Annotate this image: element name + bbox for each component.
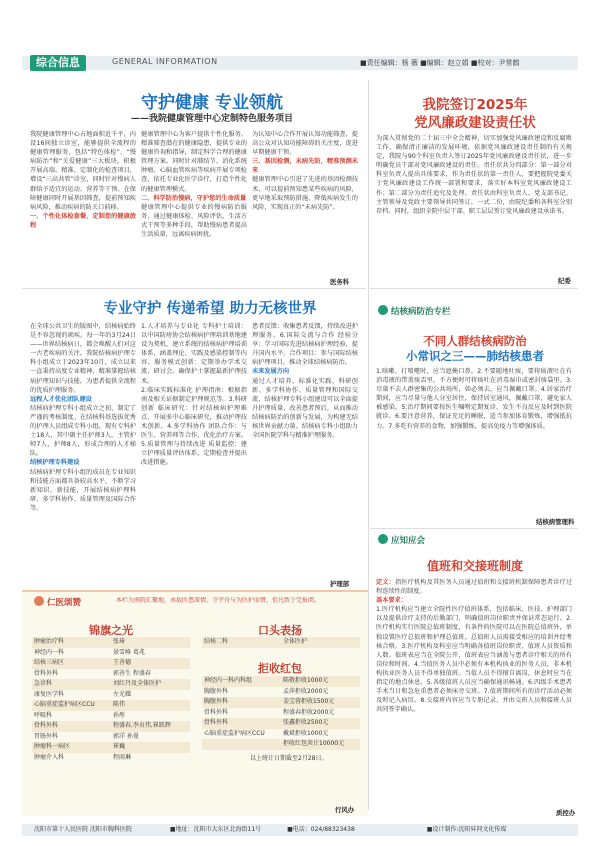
page-footer (22, 824, 578, 836)
praise-cell: 结核二科 (204, 638, 229, 645)
banners-cell: 刘红丹及全体医护 (113, 680, 162, 687)
banners-cell: 孙彤 (113, 711, 126, 719)
thanks-tag (30, 596, 85, 610)
envelopes-cell: 胸腹外科 (204, 687, 229, 695)
article5-author: 质控办 (556, 809, 576, 817)
envelopes-cell: 姜宝蓉拒收1500元 (283, 698, 335, 705)
column-divider (368, 80, 369, 810)
table-row (32, 637, 190, 648)
banners-cell: 程雨琳 (113, 753, 132, 761)
article1-col2-text: 健康管理中心为客户提供个性化服务。精准筛查潜在的健康隐患，提供专业的健康咨询和指导，制定科学合理的健康管理方案。同时针对肺结节、消化系统肿瘤、心脑血管疾病等疾病开展专项检查，依托专业化医学诊疗，打造个性化的健康管理模式。 (141, 131, 247, 193)
article1-col3-text: 为认知中心合作开展认知功能筛查，提高公众对认知功能障碍的关注度，促进早期健康干预。 (252, 131, 358, 157)
banners-cell: 肿瘤治疗科 (34, 638, 65, 645)
article2-col2-text: 1.人才培养与专业化 专科护士培训：以中国防痨协会结核病护理培训基地建设为契机，建立系统的结核病护理培训体系，涵盖理论、实践及感染控制等内容。服务模式创新：定期举办学术交流、研讨会。确保护士掌握最新护理技术。 (141, 323, 247, 385)
article1-col2 (141, 130, 247, 280)
praise-table (202, 637, 360, 648)
banners-cell: 急诊科 (34, 680, 53, 687)
footer-phone: ■电话：024/88323438 (287, 826, 355, 833)
article1-col1 (30, 130, 136, 280)
section-english: GENERAL INFORMATION (112, 57, 218, 66)
article1-col2-heading: 二、科学防治慢病，守护您的生命质量 (141, 194, 247, 202)
article2-col3-text2: 通过人才培养、标准化实践、科研创新、多学科协作、质量管理和国际交流，结核护理专科小组建设可以全面提升护理质量，改善患者预后，从而推动结核病防治的创新与发展，为构建无结核世界贡献力量。结核病专科小组助力全国医院学科与精准护理服务。 (252, 377, 358, 440)
envelopes-cell: 张鑫拒收2500元 (283, 719, 329, 726)
table-row (202, 739, 360, 750)
table-row (202, 637, 360, 648)
article3-author: 纪委 (558, 277, 571, 285)
banners-cell: 神经内一科 (34, 648, 65, 656)
table-row (202, 729, 360, 740)
banners-cell: 肿瘤介入科 (34, 753, 65, 761)
divider (22, 288, 366, 289)
article2-col3-text: 患者反馈：收集患者反馈，持续改进护理服务。6.国际交流与合作 经验分享：学习国际先进结核病护理经验，提升国内水平。合作项目：参与国际结核病护理项目，推动全球结核病防治。 (252, 323, 358, 367)
article2-title: 专业守护 传递希望 助力无核世界 (103, 301, 317, 317)
divider-right-1 (370, 288, 578, 289)
article4-body: 1.咳嗽、打喷嚏时，应当遮掩口鼻。2.不要随地吐痰，要将痰液吐在有消毒液的带盖痰盂里，不方便时可将痰吐在消毒湿巾或密封痰袋里。3.尽量不去人群密集的公共场所，如必须去，应当佩戴口罩。4.居家治疗期间，应当尽量与他人分室居住，保持居室通风，佩戴口罩，避免家人被感染。5.治疗期间要按医生嘱咐定期复诊，发生不良反应及时到医院就诊。6.要注意营养，保证充足的睡眠，适当参加体育锻炼，增强抵抗力。7.多吃有营养的食物，加强锻炼，提高免疫力等增强体质。 (376, 368, 572, 430)
article5-def-label: 定义： (376, 579, 395, 586)
table-row (32, 690, 190, 701)
section-badge: 综合信息 (30, 55, 86, 71)
footer-address: ■地址：沈阳市大东区北海街11号 (169, 826, 262, 833)
table-row (32, 721, 190, 732)
footer-hospital: 沈阳市第十人民医院 沈阳市胸科医院 (34, 826, 132, 833)
heart-icon (34, 596, 44, 606)
banners-table (32, 637, 190, 763)
table-row (202, 718, 360, 729)
article4-tag (374, 305, 455, 319)
article5-tag-label: 应知应会 (391, 536, 426, 546)
thanks-tag-label: 仁医颂赞 (47, 598, 82, 608)
banners-cell: 骨科外科 (34, 669, 59, 677)
table-row (202, 708, 360, 719)
table-row (202, 687, 360, 698)
banners-cell: 张琦 (113, 638, 126, 645)
table-row (202, 697, 360, 708)
article4-title-line2: 小常识之三——肺结核患者 (406, 349, 544, 363)
article5-req-text: 1.医疗机构应当建立全院性医疗值班体系，包括临床、医技、护理部门以及提供诊疗支持的后勤部门，明确值班岗位职责并保证常态运行。2.医疗机构实行医院总值班制度，有条件的医院可以在医院总值班外，单独设置医疗总值班和护理总值班。总值班人员需接受相应的培训并经考核合格。3.医疗机构及科室应当明确各值班岗位职责、值班人员资质和人数。值班表应当在全院公开，值班表应当涵盖与患者诊疗相关的所有岗位和时间。4.当值医务人员中必须有本机构执业的医务人员，非本机构执业医务人员不得单独值班。当值人员不得擅自离岗，休息时应当在指定的地点休息。5.各级值班人员应当确保通讯畅通。6.四级手术患者手术当日和急危重患者必须床旁交班。7.值班期间所有的诊疗活动必须及时记入病历。8.交接班内容应当专册记录，并由交班人员和接班人员共同签字确认。 (376, 606, 572, 714)
table-row (32, 658, 190, 669)
article2-col3 (252, 322, 358, 574)
table-row (32, 700, 190, 711)
bulb-icon (378, 534, 388, 544)
article1-title: 守护健康 专业领航 (141, 93, 283, 113)
article2-col2 (141, 322, 247, 582)
banners-cell: 结核三病区 (34, 659, 65, 666)
envelopes-cell: 骨科外科 (204, 708, 229, 716)
article5-body (376, 578, 572, 806)
banners-cell: 骨科外科 (34, 722, 59, 729)
article2-col1-heading: 远程人才优化团队建设 (30, 395, 92, 403)
praise-cell: 全体医护 (283, 638, 308, 645)
banners-title: 锦旗之光 (89, 624, 133, 637)
envelopes-cell: 陈敬拒收1000元 (283, 677, 329, 684)
article5-def: 指医疗机构及其医务人员通过值班和交接班机制保障患者诊疗过程连续性的制度。 (376, 579, 572, 596)
banners-cell: 郭善生 程盛春 (113, 669, 151, 677)
envelopes-cell: 孟萍拒收2000元 (283, 687, 329, 695)
article1-col1-text: 我院健康管理中心占地面积近千平，内设16间独立诊室，能够提供全流程的健康管理服务，包括“特色体检”、“慢病防治”和“关爱健康”三大板块。积极开展高端、精准、定制化的检查项目，增设“三高共管”诊室，同时针对慢病人群给予适宜的运动、营养等干预。在保障健康同时开展基因筛查，提前预知疾病风险，推动疾病的防关口前移。 (30, 131, 136, 211)
article1-author: 医务科 (330, 278, 350, 286)
article5-req-label: 基本要求： (376, 597, 407, 605)
banners-cell: 肿瘤科一病区 (34, 743, 71, 750)
article5-tag (374, 534, 429, 548)
thanks-author: 行风办 (335, 806, 355, 814)
article3-title-line1: 我院签订2025年 (422, 97, 528, 113)
table-row (32, 711, 190, 722)
banners-cell: 呼吸科 (34, 711, 53, 719)
article2-col1-text: 在全球公共卫生的版图中，结核病始终是不容忽视的顽疾。每一年的3月24日——世界结核病日，都会唤醒人们对这一古老疾病的关注。我院结核病护理专科小组成立于2023年10月，成立以来一直秉持高度专业精神，精准掌握结核病护理知识与技能，为患者提供全流程的优质护理服务。 (30, 323, 136, 394)
divider-right-2 (370, 528, 578, 529)
article2-col2-text2: 2.临床实践标准化 护理指南：根据指南及相关证据制定护理规范等。3.科研创新 临床研究：针对结核病护理难点，开展多中心临床研究，推动护理技术创新。4.多学科协作 团队合作：与医生、营养师等合作，优化治疗方案。5.质量管理与持续改进 质量监控：建立护理质量评估体系，定期检查并提出改进措施。 (141, 386, 247, 467)
article2-col1 (30, 322, 136, 582)
table-row (32, 679, 190, 690)
article4-tag-label: 结核病防治专栏 (391, 307, 451, 317)
article1-subtitle: ——我院健康管理中心定制特色服务项目 (130, 114, 293, 124)
banners-cell: 左光耀 (113, 690, 132, 698)
envelopes-cell: 胸腹外科 (204, 698, 229, 705)
table-row (32, 648, 190, 659)
thanks-footnote: 以上统计日期截至2月28日。 (250, 755, 328, 762)
banners-cell: 康复医学科 (34, 690, 65, 698)
envelopes-cell: 程盛春拒收2000元 (283, 708, 335, 716)
article4-author: 结核病管理科 (536, 518, 575, 526)
article1-col3 (252, 130, 358, 268)
article5-title: 值班和交接班制度 (426, 559, 523, 573)
envelopes-cell: 骨科外科 (204, 719, 229, 726)
article2-author: 护理部 (330, 580, 350, 588)
envelopes-cell: 神经内一科内科组 (204, 677, 253, 684)
article1-col1-heading: 一、个性化体检套餐，定制您的健康旅程 (30, 212, 136, 229)
praise-title: 口头表扬 (258, 624, 302, 637)
article3-body: 为深入贯彻党的二十届三中全会精神，切实加强党风廉政建设和反腐败工作，确保清正廉洁的发展环境，依据党风廉政建设责任制的有关规定，我院与90个科室负责人签订2025年党风廉政建设责任状，进一步明确党员干部对党风廉政建设的责任。责任状共分四部分：第一部分对科室负责人提出具体要求，作为责任状的第一责任人，要把握院党委关于党风廉政建设工作统一部署和要求，落实好本科室党风廉政建设工作；第二部分为责任追究及处理。责任状由科室负责人、党支部书记、主管领导及党政主要领导共同签订，一式二份，由院纪委和各科室分别存档。同时，组织全院中层干部、职工层层签订党风廉政建设承诺书。 (376, 135, 572, 215)
banners-cell: 陈伟 (113, 701, 126, 708)
table-row (32, 742, 190, 753)
banners-cell: 景雪峰 葛兆 (113, 648, 145, 656)
banners-cell: 王善德 (113, 659, 132, 666)
envelopes-cell: 拒收红包共计10000元 (283, 740, 345, 747)
envelopes-cell (202, 739, 281, 750)
lungs-icon (378, 305, 388, 315)
footer-design: ■设计制作:沈阳昇同文化传媒 (426, 826, 507, 833)
article4-title-line1: 不同人群结核病防治 (423, 334, 527, 348)
article2-col1-heading2: 结核护理专科建设 (30, 459, 80, 467)
article2-col3-heading: 未来发展方向 (252, 368, 290, 376)
banners-cell: 郭洋 孙曼 (113, 732, 139, 740)
banners-cell: 心脑重症监护病区CCU (34, 701, 95, 708)
article1-col2-text2: 健康管理中心提供专业的慢病防治服务，通过健康体检、风险评估，生活方式干预等多种手段，帮助慢病患者提高生活质量，远离疾病困扰。 (141, 203, 247, 239)
thanks-note: 本栏为南院汇聚地，承载医患深情，寺宇舟与为医护而赞，但凡致于完报阅。 (116, 597, 321, 604)
article2-col1-text2: 结核病护理专科小组成立之初，制定了严谨的考核制度。在结核科基选拔优秀的护理人员组成专科小组。现有专科护士18人，其中副主任护师3人，主管护师7人，护师8人，形成合理的人才梯队。 (30, 404, 136, 458)
table-row (32, 669, 190, 680)
banners-cell: 崔巍 (113, 743, 126, 750)
envelopes-title: 拒收红包 (258, 662, 302, 675)
article1-col3-heading: 三、基因检测，未病先防，精准预测未来 (252, 158, 358, 175)
editors-line: ■责任编辑：杨 薇 ■编辑：赵立娟 ■校对：尹常鹤 (360, 59, 520, 67)
article2-col1-text3: 结核病护理专科小组的成员在专业知识和技能方面都具备较高水平，不断学习新知识、新技能，开展结核病护理科研、多学科协作、质量管理及国际合作等。 (30, 468, 136, 512)
table-row (202, 676, 360, 687)
envelopes-table (202, 676, 360, 750)
envelopes-cell: 戴斌拒收1000元 (283, 729, 329, 737)
banners-cell: 程盛春,李贞伟,崔跃辉 (113, 722, 171, 729)
article3-title-line2: 党风廉政建设责任状 (414, 115, 536, 131)
envelopes-cell: 心脑重症监护病区CCU (204, 729, 265, 737)
article1-col3-text2: 健康管理中心引进了先进的基因检测技术，可以提前预知患某些疾病的风险，更早地采取预防措施，降低疾病发生的风险，实现真正的“未病先防”。 (252, 176, 358, 211)
table-row (32, 753, 190, 764)
banners-cell: 胃肠外科 (34, 732, 59, 740)
table-row (32, 732, 190, 743)
